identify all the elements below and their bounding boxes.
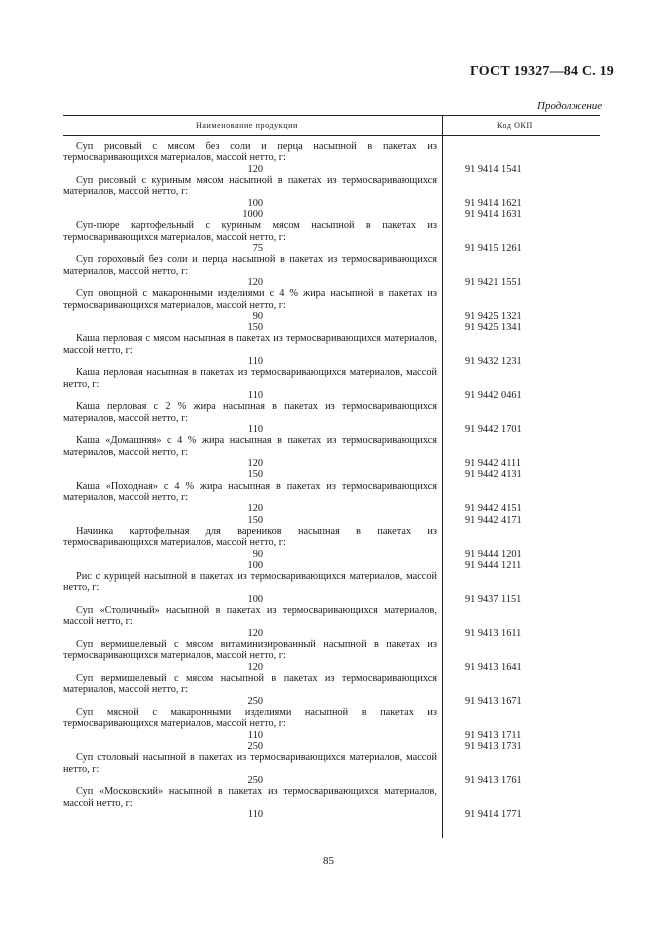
- product-row: [63, 503, 600, 514]
- product-item: [63, 435, 600, 480]
- okp-code: 91 9444 1201: [465, 548, 522, 560]
- net-mass: 100: [247, 197, 263, 209]
- product-item: [63, 481, 600, 526]
- table-header-rule: [63, 135, 600, 136]
- product-row: [63, 515, 600, 526]
- okp-code: 91 9442 4111: [465, 458, 521, 470]
- product-row: [63, 730, 600, 741]
- product-row: [63, 209, 600, 220]
- okp-code: 91 9444 1211: [465, 559, 522, 571]
- net-mass: 150: [247, 469, 263, 481]
- okp-code: 91 9421 1551: [465, 277, 522, 288]
- product-description: Каша перловая насыпная в пакетах из термосваривающихся материалов, массой нетто, г:: [63, 367, 437, 390]
- product-item: [63, 254, 600, 288]
- product-row: [63, 809, 600, 820]
- net-mass: 250: [247, 695, 263, 707]
- okp-code: 91 9413 1641: [465, 661, 522, 673]
- product-description: Рис с курицей насыпной в пакетах из термосваривающихся материалов, массой нетто, г:: [63, 570, 437, 594]
- net-mass: 110: [247, 729, 263, 741]
- product-row: [63, 469, 600, 480]
- product-row: [63, 458, 600, 469]
- okp-code: 91 9413 1711: [465, 729, 522, 741]
- continuation-label: Продолжение: [537, 100, 603, 112]
- product-description: Каша перловая с мясом насыпная в пакетах из термосваривающихся материалов, массой нетто, г:: [63, 333, 437, 356]
- product-item: [63, 639, 600, 673]
- product-item: [63, 707, 600, 752]
- net-mass: 150: [247, 514, 263, 526]
- net-mass: 120: [247, 661, 263, 673]
- product-item: [63, 401, 600, 435]
- product-description: Суп-пюре картофельный с куриным мясом насыпной в пакетах из термосваривающихся материалов, массой нетто, г:: [63, 220, 437, 243]
- net-mass: 120: [247, 277, 263, 288]
- net-mass: 1000: [242, 209, 263, 220]
- product-description: Каша «Походная» с 4 % жира насыпная в пакетах из термосваривающихся материалов, массой нетто, г:: [63, 480, 437, 503]
- okp-code: 91 9442 4171: [465, 514, 522, 526]
- product-item: [63, 367, 600, 401]
- net-mass: 100: [247, 559, 263, 571]
- product-item: [63, 141, 600, 175]
- net-mass: 120: [247, 163, 263, 175]
- product-row: [63, 549, 600, 560]
- product-row: [63, 277, 600, 288]
- okp-code: 91 9413 1611: [465, 627, 522, 639]
- net-mass: 110: [247, 424, 263, 436]
- product-row: [63, 356, 600, 367]
- product-description: Суп «Столичный» насыпной в пакетах из термосваривающихся материалов, массой нетто, г:: [63, 604, 437, 628]
- column-header-name: Наименование продукции: [196, 121, 298, 130]
- product-row: [63, 164, 600, 175]
- okp-code: 91 9414 1621: [465, 197, 522, 209]
- table-top-rule: [63, 115, 600, 116]
- net-mass: 110: [247, 808, 263, 820]
- product-description: Суп мясной с макаронными изделиями насыпной в пакетах из термосваривающихся материалов, массой нетто, г:: [63, 706, 437, 730]
- product-item: [63, 220, 600, 254]
- net-mass: 110: [247, 390, 263, 402]
- product-row: [63, 741, 600, 752]
- product-row: [63, 390, 600, 401]
- product-row: [63, 198, 600, 209]
- net-mass: 250: [247, 774, 263, 786]
- net-mass: 90: [252, 311, 263, 322]
- product-description: Начинка картофельная для вареников насыпная в пакетах из термосваривающихся материалов, массой нетто, г:: [63, 525, 437, 549]
- product-row: [63, 243, 600, 254]
- product-item: [63, 786, 600, 820]
- okp-code: 91 9442 4151: [465, 503, 522, 515]
- okp-code: 91 9442 1701: [465, 424, 522, 436]
- product-description: Суп вермишелевый с мясом витаминизированный насыпной в пакетах из термосваривающихся материалов, массой нетто, г:: [63, 638, 437, 662]
- net-mass: 250: [247, 740, 263, 752]
- column-header-code: Код ОКП: [497, 121, 533, 130]
- okp-code: 91 9413 1731: [465, 740, 522, 752]
- product-row: [63, 560, 600, 571]
- product-item: [63, 752, 600, 786]
- net-mass: 150: [247, 322, 263, 334]
- product-description: Суп овощной с макаронными изделиями с 4 % жира насыпной в пакетах из термосваривающихся материалов, массой нетто, г:: [63, 288, 437, 311]
- product-row: [63, 775, 600, 786]
- product-row: [63, 696, 600, 707]
- okp-code: 91 9414 1541: [465, 163, 522, 175]
- product-row: [63, 322, 600, 333]
- okp-code: 91 9425 1321: [465, 311, 522, 322]
- net-mass: 120: [247, 458, 263, 470]
- product-description: Суп столовый насыпной в пакетах из термосваривающихся материалов, массой нетто, г:: [63, 752, 437, 775]
- okp-code: 91 9425 1341: [465, 322, 522, 334]
- okp-code: 91 9442 0461: [465, 390, 522, 402]
- net-mass: 120: [247, 627, 263, 639]
- okp-code: 91 9414 1631: [465, 209, 522, 220]
- okp-code: 91 9415 1261: [465, 243, 522, 254]
- net-mass: 75: [252, 243, 263, 254]
- product-item: [63, 673, 600, 707]
- product-description: Суп вермишелевый с мясом насыпной в пакетах из термосваривающихся материалов, массой нетто, г:: [63, 672, 437, 696]
- product-description: Суп «Московский» насыпной в пакетах из термосваривающихся материалов, массой нетто, г:: [63, 786, 437, 809]
- product-description: Каша «Домашняя» с 4 % жира насыпная в пакетах из термосваривающихся материалов, массой нетто, г:: [63, 435, 437, 458]
- net-mass: 90: [252, 548, 263, 560]
- okp-code: 91 9437 1151: [465, 593, 522, 605]
- product-description: Суп рисовый с мясом без соли и перца насыпной в пакетах из термосваривающихся материалов, массой нетто, г:: [63, 141, 437, 164]
- page-header: ГОСТ 19327—84 С. 19: [470, 64, 614, 79]
- product-row: [63, 628, 600, 639]
- product-item: [63, 288, 600, 333]
- product-row: [63, 594, 600, 605]
- product-item: [63, 333, 600, 367]
- product-item: [63, 175, 600, 220]
- product-description: Суп рисовый с куриным мясом насыпной в пакетах из термосваривающихся материалов, массой нетто, г:: [63, 175, 437, 198]
- okp-code: 91 9413 1761: [465, 774, 522, 786]
- product-row: [63, 424, 600, 435]
- okp-code: 91 9414 1771: [465, 808, 522, 820]
- table-body: [63, 141, 600, 820]
- okp-code: 91 9432 1231: [465, 356, 522, 368]
- okp-code: 91 9442 4131: [465, 469, 522, 481]
- product-description: Каша перловая с 2 % жира насыпная в пакетах из термосваривающихся материалов, массой нетто, г:: [63, 401, 437, 424]
- net-mass: 120: [247, 503, 263, 515]
- product-row: [63, 311, 600, 322]
- product-item: [63, 526, 600, 571]
- product-row: [63, 662, 600, 673]
- product-item: [63, 571, 600, 605]
- okp-code: 91 9413 1671: [465, 695, 522, 707]
- net-mass: 110: [247, 356, 263, 368]
- product-item: [63, 605, 600, 639]
- product-description: Суп гороховый без соли и перца насыпной в пакетах из термосваривающихся материалов, массой нетто, г:: [63, 254, 437, 277]
- page-number: 85: [323, 855, 334, 867]
- product-table: [63, 115, 600, 838]
- net-mass: 100: [247, 593, 263, 605]
